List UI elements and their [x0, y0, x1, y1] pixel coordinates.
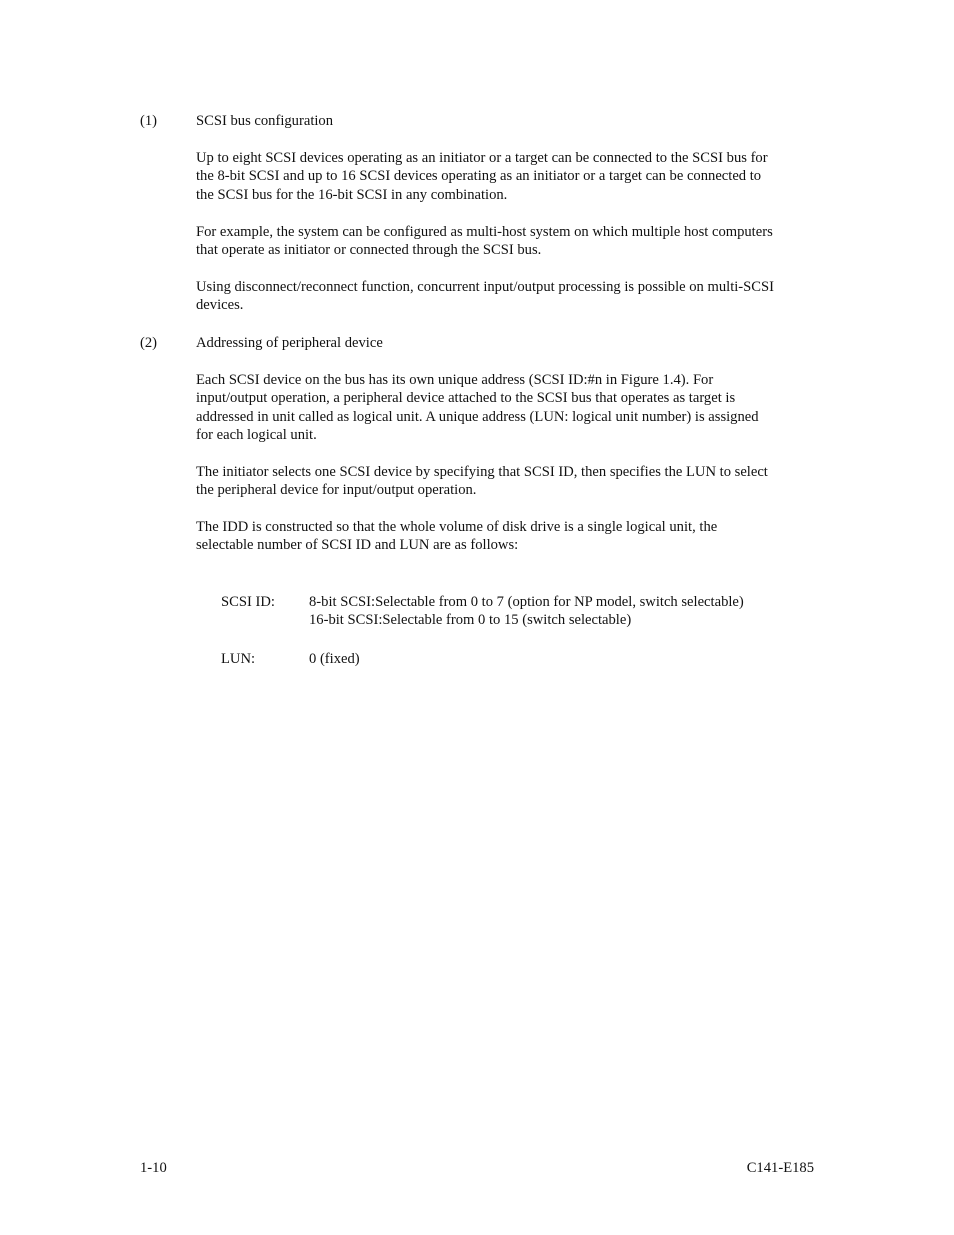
section-2-paragraph-3: [196, 518, 820, 555]
text-line: the 8-bit SCSI and up to 16 SCSI devices operating as an initiator or a target can be connected to: [196, 168, 762, 185]
text-line: for each logical unit.: [196, 427, 317, 444]
text-line: The IDD is constructed so that the whole volume of disk drive is a single logical unit, the: [196, 519, 718, 535]
section-1-heading: SCSI bus configuration: [196, 113, 334, 129]
text-line: 16-bit SCSI:Selectable from 0 to 15 (switch selectable): [309, 612, 632, 629]
text-line: selectable number of SCSI ID and LUN are as follows:: [196, 537, 519, 554]
text-line: the peripheral device for input/output operation.: [196, 482, 477, 499]
section-2-number: (2): [140, 335, 158, 351]
text-line: Using disconnect/reconnect function, concurrent input/output processing is possible on multi-SCSI: [196, 279, 774, 295]
section-2-paragraph-2: [196, 463, 820, 500]
section-1-paragraph-2: [196, 223, 820, 260]
text-line: the SCSI bus for the 16-bit SCSI in any combination.: [196, 186, 508, 203]
text-line: 8-bit SCSI:Selectable from 0 to 7 (option for NP model, switch selectable): [309, 594, 744, 610]
page-number: 1-10: [140, 1160, 167, 1176]
text-line: addressed in unit called as logical unit. A unique address (LUN: logical unit number) is assigned: [196, 408, 759, 425]
text-line: The initiator selects one SCSI device by specifying that SCSI ID, then specifies the LUN to select: [196, 464, 768, 480]
section-2-heading: Addressing of peripheral device: [196, 335, 383, 351]
section-2-paragraph-1: [196, 371, 820, 445]
definition-term-scsi-id: SCSI ID:: [221, 594, 275, 610]
text-line: Up to eight SCSI devices operating as an initiator or a target can be connected to the SCSI bus for: [196, 150, 768, 166]
text-line: 0 (fixed): [309, 651, 360, 667]
text-line: that operate as initiator or connected through the SCSI bus.: [196, 242, 542, 259]
text-line: input/output operation, a peripheral device attached to the SCSI bus that operates as target is: [196, 390, 736, 407]
text-line: Each SCSI device on the bus has its own unique address (SCSI ID:#n in Figure 1.4). For: [196, 372, 714, 388]
text-line: For example, the system can be configured as multi-host system on which multiple host computers: [196, 224, 773, 240]
definition-value-scsi-id: [309, 593, 744, 630]
definition-term-lun: LUN:: [221, 651, 256, 667]
section-1-paragraph-1: [196, 149, 820, 204]
text-line: devices.: [196, 297, 244, 314]
section-1-number: (1): [140, 113, 158, 129]
definition-value-lun: [309, 650, 360, 668]
document-id: C141-E185: [746, 1160, 814, 1176]
section-1-paragraph-3: [196, 278, 820, 315]
